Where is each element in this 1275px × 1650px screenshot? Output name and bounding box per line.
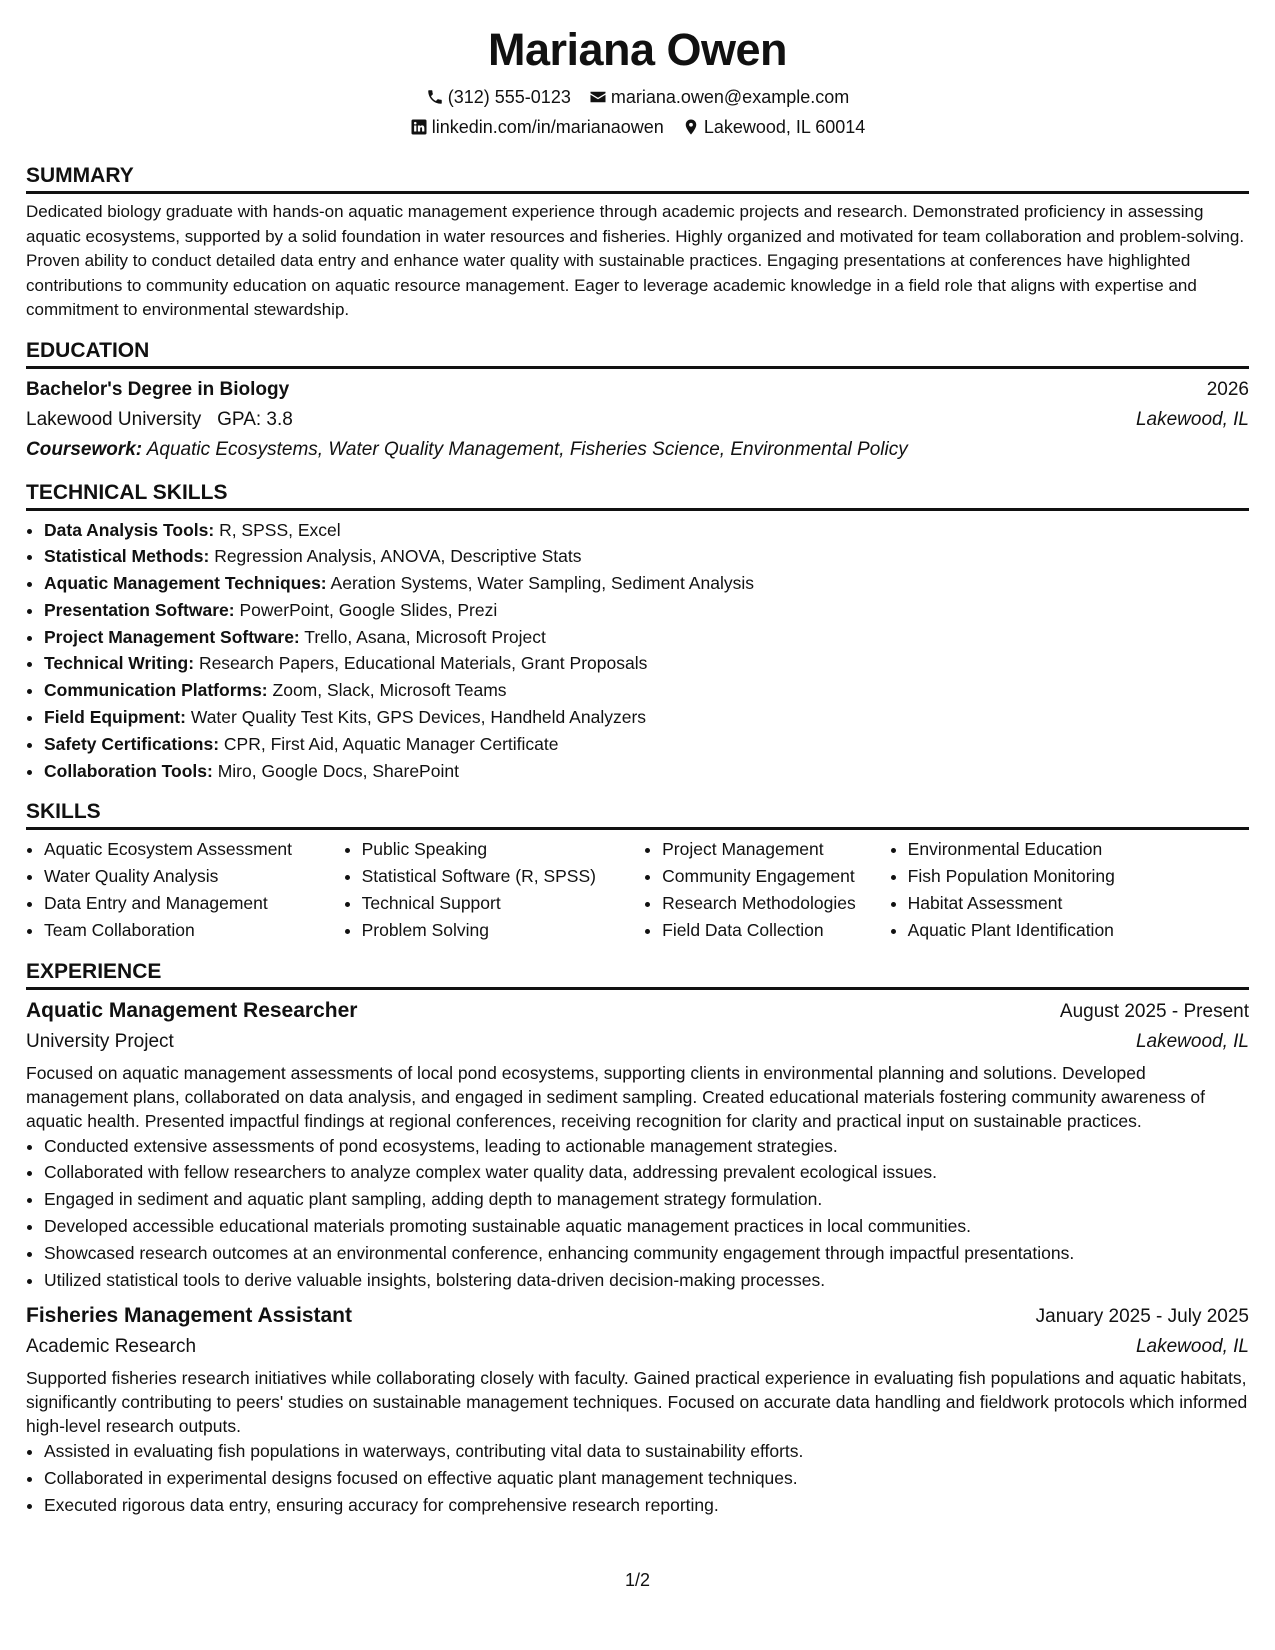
list-item: • Engaged in sediment and aquatic plant sampling, adding depth to management strategy formulation. [44,1186,1249,1213]
list-item: • Community Engagement [662,863,890,890]
list-item [44,624,1249,651]
skill-value: Zoom, Slack, Microsoft Teams [272,680,507,701]
job-description: Focused on aquatic management assessments of local pond ecosystems, supporting clients in environmental planning and solutions. Developed management plans, collaborated on data analysis, and engaged in sediment sampling. Created educational materials fostering community awareness of aquatic health. Presented impactful findings at regional conferences, receiving recognition for clarity and practical input on sustainable practices. [26,1062,1206,1131]
list-item: • Environmental Education [908,836,1249,863]
coursework-list: Aquatic Ecosystems, Water Quality Management, Fisheries Science, Environmental Policy [146,438,908,460]
skill-value: PowerPoint, Google Slides, Prezi [239,599,498,620]
coursework-line [26,435,1249,465]
list-item: • Field Data Collection [662,917,890,944]
skill-value: Research Papers, Educational Materials, Grant Proposals [198,653,648,674]
linkedin-text[interactable]: linkedin.com/in/marianaowen [431,117,664,137]
list-item [44,731,1249,758]
skill-label: Communication Platforms: [44,680,268,701]
coursework-label: Coursework: [26,438,143,460]
skill-label: Aquatic Management Techniques: [44,573,327,594]
page-number: 1/2 [624,1570,651,1590]
email-contact[interactable] [589,82,849,112]
skill-label: Field Equipment: [44,707,186,728]
list-item: • Research Methodologies [662,890,890,917]
job-organization: University Project [26,1030,174,1052]
job-dates: August 2025 - Present [1059,1000,1249,1022]
job-entry [26,1301,1249,1518]
list-item [44,543,1249,570]
skill-value: Water Quality Test Kits, GPS Devices, Handheld Analyzers [190,707,647,728]
list-item: • Executed rigorous data entry, ensuring accuracy for comprehensive research reporting. [44,1492,1249,1519]
list-item: • Habitat Assessment [908,890,1249,917]
job-title: Aquatic Management Researcher [26,998,358,1022]
list-item: • Public Speaking [362,836,645,863]
summary-text: Dedicated biology graduate with hands-on aquatic management experience through academic projects and research. Demonstrated proficiency in assessing aquatic ecosystems, supported by a solid foundation in water resources and fisheries. Highly organized and motivated for team collaboration and problem-solving. Proven ability to conduct detailed data entry and enhance water quality with sustainable practices. Engaging presentations at conferences have highlighted contributions to community education on aquatic resource management. Eager to leverage academic knowledge in a field role that aligns with expertise and commitment to environmental stewardship. [26,202,1245,319]
school-info [26,405,293,435]
skill-value: Aeration Systems, Water Sampling, Sediment Analysis [330,573,754,594]
skills-heading: SKILLS [26,798,1249,830]
list-item: • Aquatic Ecosystem Assessment [44,836,344,863]
resume-page [26,22,1249,1533]
phone-contact [426,82,571,112]
job-header [26,1301,1249,1332]
education-heading: EDUCATION [26,337,1249,369]
linkedin-icon [410,118,428,136]
list-item [44,517,1249,544]
location-text: Lakewood, IL 60014 [703,117,866,137]
job-subheader [26,1027,1249,1057]
graduation-year: 2026 [1206,378,1249,400]
list-item [44,597,1249,624]
job-title: Fisheries Management Assistant [26,1304,352,1328]
list-item: • Project Management [662,836,890,863]
linkedin-contact[interactable] [410,112,664,142]
list-item: • Conducted extensive assessments of pond ecosystems, leading to actionable management strategies. [44,1133,1249,1160]
job-bullets [26,1438,1249,1518]
skill-label: Data Analysis Tools: [44,519,215,540]
list-item [44,758,1249,785]
list-item [44,704,1249,731]
skills-column-1 [26,836,344,943]
job-subheader [26,1332,1249,1362]
job-header [26,996,1249,1027]
skill-value: R, SPSS, Excel [219,519,341,540]
list-item: • Team Collaboration [44,917,344,944]
list-item: • Assisted in evaluating fish populations in waterways, contributing vital data to sustainability efforts. [44,1438,1249,1465]
summary-section [26,162,1249,323]
job-bullets [26,1133,1249,1294]
list-item: • Technical Support [362,890,645,917]
skill-label: Statistical Methods: [44,546,210,567]
job-entry [26,996,1249,1294]
list-item: • Collaborated with fellow researchers to analyze complex water quality data, addressing prevalent ecological issues. [44,1159,1249,1186]
school-name: Lakewood University [26,408,202,430]
education-section [26,337,1249,465]
skills-column-2 [344,836,645,943]
skill-value: Miro, Google Docs, SharePoint [217,760,459,781]
candidate-name: Mariana Owen [487,24,788,75]
contact-row-1 [26,82,1249,112]
job-location: Lakewood, IL [1135,1030,1249,1052]
skill-label: Project Management Software: [44,626,300,647]
skill-label: Presentation Software: [44,599,235,620]
email-text[interactable]: mariana.owen@example.com [610,87,850,107]
skills-grid [26,836,1249,943]
phone-text: (312) 555-0123 [447,87,571,107]
list-item [44,650,1249,677]
technical-skills-section [26,479,1249,785]
envelope-icon [589,88,607,106]
list-item: • Statistical Software (R, SPSS) [362,863,645,890]
list-item: • Showcased research outcomes at an environmental conference, enhancing community engagement through impactful presentations. [44,1240,1249,1267]
education-row-2 [26,405,1249,435]
list-item: • Data Entry and Management [44,890,344,917]
location-contact [682,112,865,142]
list-item: • Problem Solving [362,917,645,944]
skills-column-4 [890,836,1249,943]
phone-icon [426,88,444,106]
skill-value: Trello, Asana, Microsoft Project [304,626,546,647]
skill-value: CPR, First Aid, Aquatic Manager Certificate [223,733,559,754]
experience-section [26,958,1249,1519]
list-item: • Water Quality Analysis [44,863,344,890]
degree-title: Bachelor's Degree in Biology [26,378,290,400]
school-location: Lakewood, IL [1135,408,1249,430]
list-item [44,677,1249,704]
experience-heading: EXPERIENCE [26,958,1249,990]
list-item: • Fish Population Monitoring [908,863,1249,890]
skill-label: Collaboration Tools: [44,760,213,781]
skills-column-3 [644,836,890,943]
list-item: • Aquatic Plant Identification [908,917,1249,944]
job-location: Lakewood, IL [1135,1336,1249,1358]
education-row-1 [26,375,1249,405]
map-pin-icon [682,118,700,136]
skill-value: Regression Analysis, ANOVA, Descriptive Stats [214,546,582,567]
list-item: • Developed accessible educational materials promoting sustainable aquatic management practices in local communities. [44,1213,1249,1240]
technical-skills-list [26,517,1249,785]
job-dates: January 2025 - July 2025 [1035,1306,1249,1328]
list-item [44,570,1249,597]
skill-label: Technical Writing: [44,653,195,674]
contact-row-2 [26,112,1249,142]
summary-heading: SUMMARY [26,162,1249,194]
gpa: GPA: 3.8 [217,408,293,430]
list-item: • Collaborated in experimental designs focused on effective aquatic plant management techniques. [44,1465,1249,1492]
job-organization: Academic Research [26,1336,197,1358]
list-item: • Utilized statistical tools to derive valuable insights, bolstering data-driven decision-making processes. [44,1267,1249,1294]
job-description: Supported fisheries research initiatives while collaborating closely with faculty. Gained practical experience in evaluating fish populations and aquatic habitats, significantly contributing to peers' studies on sustainable management techniques. Focused on accurate data handling and fieldwork protocols which informed high-level research outputs. [26,1368,1248,1437]
technical-skills-heading: TECHNICAL SKILLS [26,479,1249,511]
skill-label: Safety Certifications: [44,733,220,754]
skills-section [26,798,1249,943]
